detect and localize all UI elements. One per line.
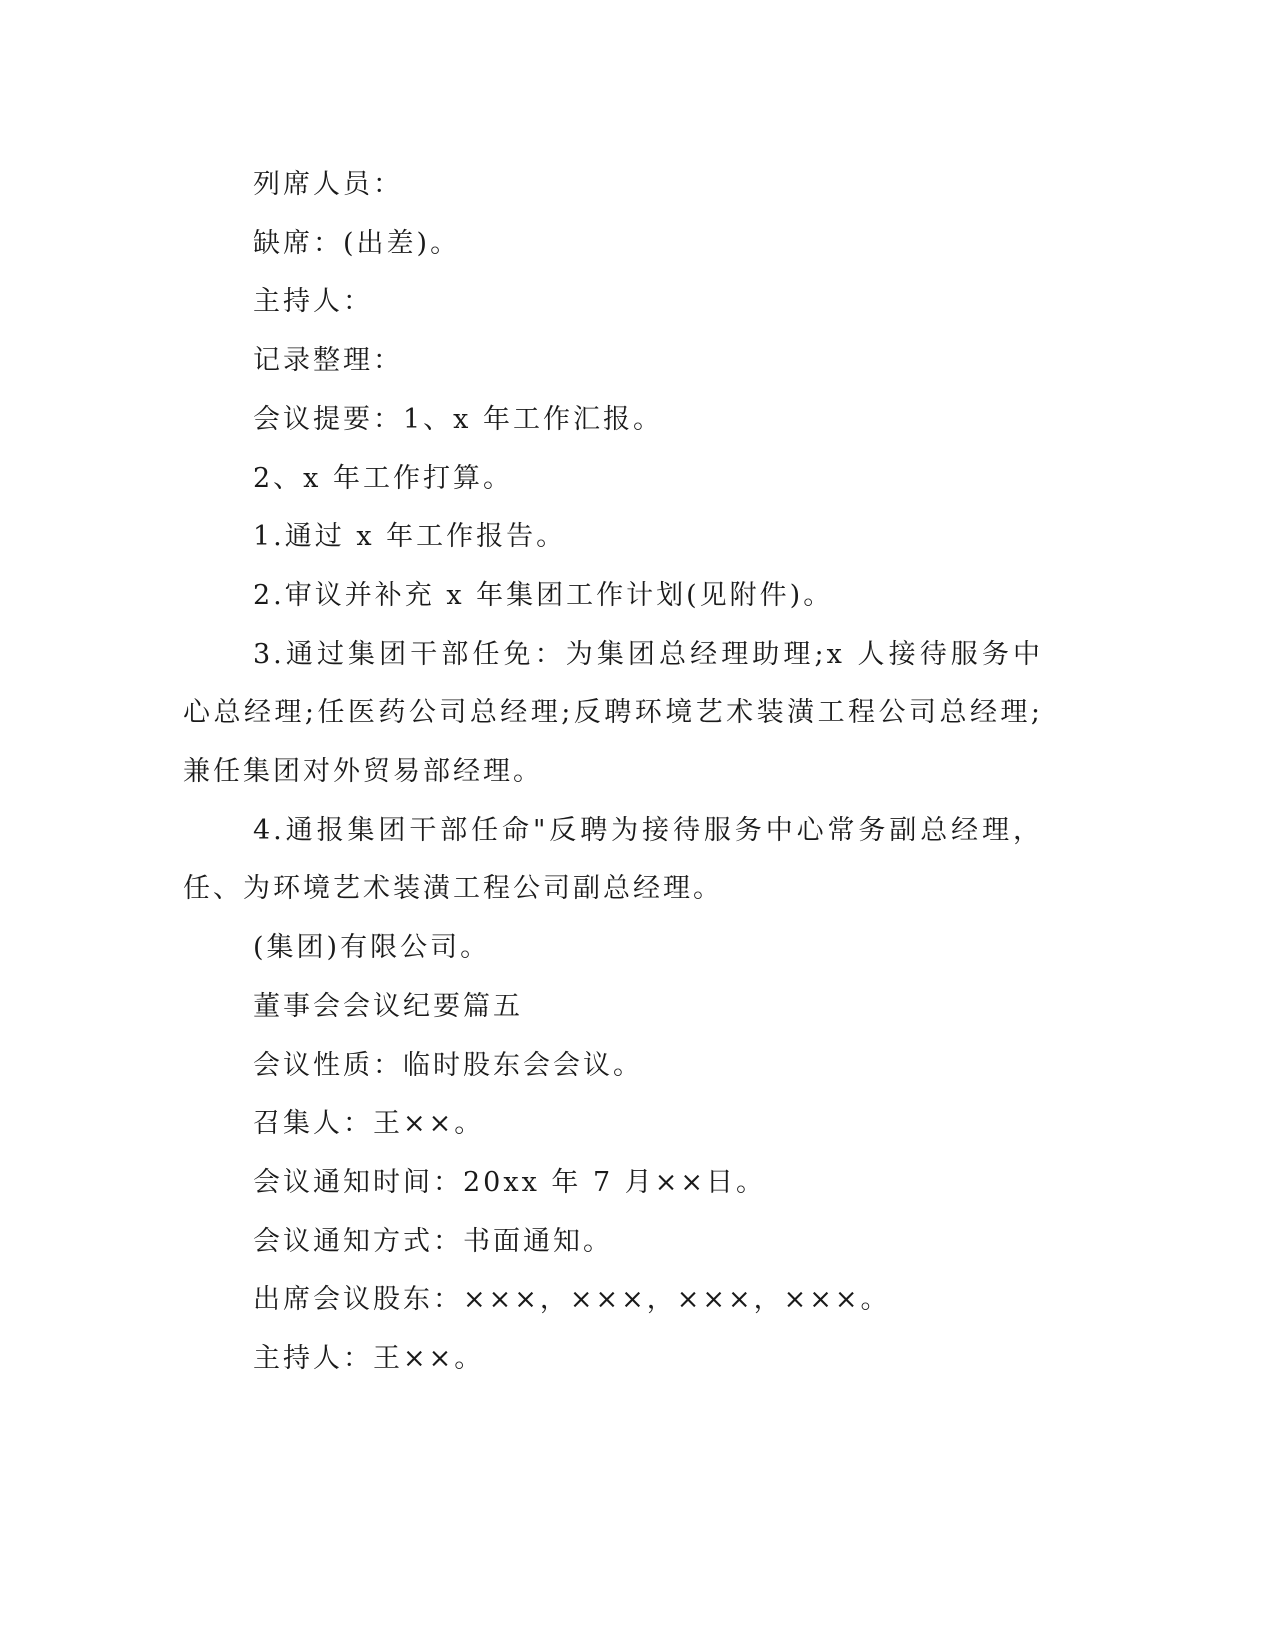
paragraph-resolution-4: 4.通报集团干部任命"反聘为接待服务中心常务副总经理，任、为环境艺术装潢工程公司副总经理。 [183,814,1043,905]
paragraph-attendees-nonvoting: 列席人员： [253,169,403,200]
paragraph-notice-method: 会议通知方式：书面通知。 [253,1225,613,1257]
paragraph-shareholders: 出席会议股东：×××，×××，×××，×××。 [253,1284,891,1316]
paragraph-host: 主持人： [253,286,373,318]
paragraph-convener: 召集人：王××。 [253,1108,485,1140]
paragraph-resolution-1: 1.通过 x 年工作报告。 [253,521,567,553]
paragraph-agenda-1: 会议提要：1、x 年工作汇报。 [253,403,663,435]
paragraph-meeting-nature: 会议性质：临时股东会会议。 [253,1049,643,1081]
paragraph-notice-time: 会议通知时间：20xx 年 7 月××日。 [253,1166,766,1198]
paragraph-resolution-2: 2.审议并补充 x 年集团工作计划(见附件)。 [253,579,834,611]
paragraph-agenda-2: 2、x 年工作打算。 [253,462,513,494]
paragraph-recorder: 记录整理： [253,345,403,377]
document-body [183,156,1043,1389]
section-heading: 董事会会议纪要篇五 [253,990,523,1022]
paragraph-host-2: 主持人：王××。 [253,1343,485,1375]
paragraph-company: (集团)有限公司。 [253,932,491,964]
paragraph-resolution-3: 3.通过集团干部任免：为集团总经理助理;x 人接待服务中心总经理;任医药公司总经理;反聘环境艺术装潢工程公司总经理;兼任集团对外贸易部经理。 [183,638,1043,788]
paragraph-absent: 缺席：(出差)。 [253,227,461,259]
